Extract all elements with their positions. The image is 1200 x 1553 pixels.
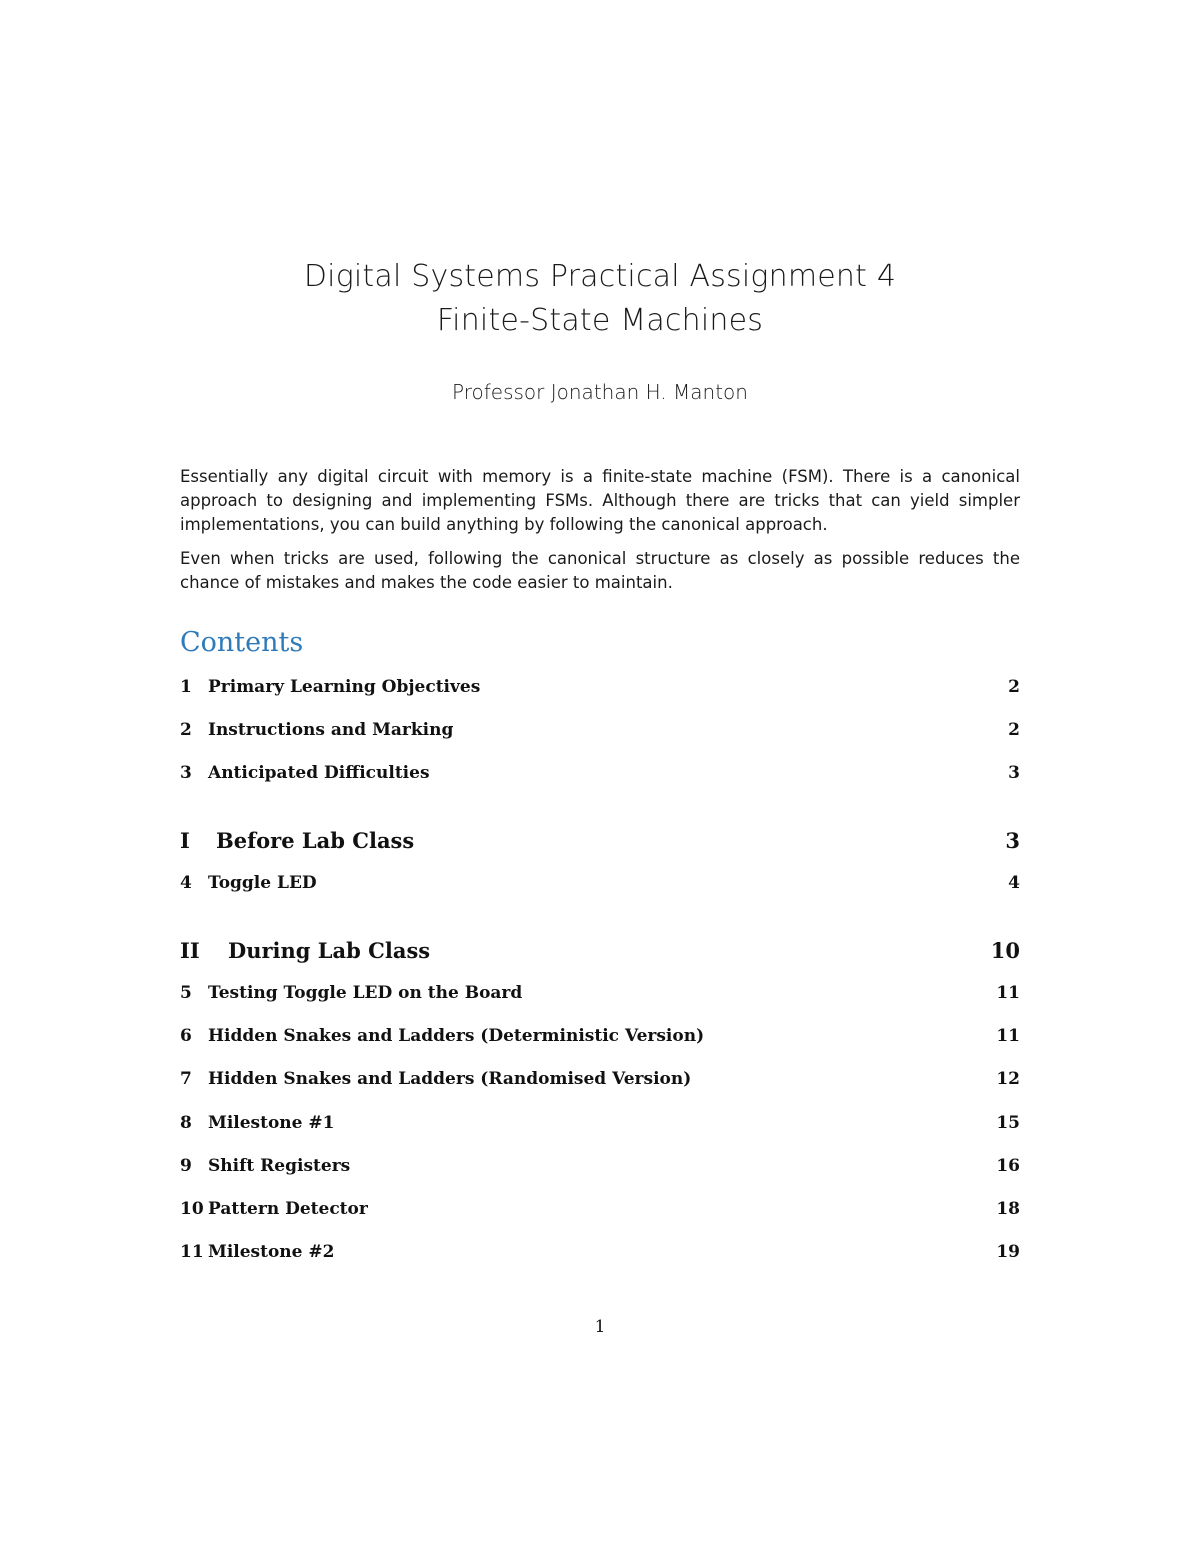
toc-entry-number: 2: [180, 720, 192, 740]
toc-part[interactable]: [180, 828, 1020, 858]
toc-entry-number: 3: [180, 763, 192, 783]
toc-entry-label: Hidden Snakes and Ladders (Randomised Version): [208, 1069, 692, 1089]
toc-entry-number: 11: [180, 1242, 204, 1262]
toc-entry[interactable]: [180, 1069, 1020, 1095]
toc-entry-page: 3: [1008, 763, 1020, 783]
toc-entry[interactable]: [180, 1242, 1020, 1268]
toc-entry-label: Hidden Snakes and Ladders (Deterministic Version): [208, 1026, 705, 1046]
toc-entry-label: Primary Learning Objectives: [208, 677, 481, 697]
toc-entry[interactable]: [180, 763, 1020, 789]
intro-paragraph: Essentially any digital circuit with memory is a finite-state machine (FSM). There is a canonical approach to designing and implementing FSMs. Although there are tricks that can yield simpler implementations, you can build anything by following the canonical approach.: [180, 467, 1020, 534]
toc-entry[interactable]: [180, 1156, 1020, 1182]
toc-entry-number: 1: [180, 677, 192, 697]
toc-entry[interactable]: [180, 873, 1020, 899]
toc-entry[interactable]: [180, 677, 1020, 703]
toc-entry[interactable]: [180, 983, 1020, 1009]
toc-entry-page: 11: [996, 1026, 1020, 1046]
toc-entry-label: Milestone #1: [208, 1113, 335, 1133]
toc-entry-number: 7: [180, 1069, 192, 1089]
toc-entry-label: Milestone #2: [208, 1242, 335, 1262]
toc-entry-page: 19: [996, 1242, 1020, 1262]
title-line-2: Finite-State Machines: [436, 303, 764, 338]
toc-entry-label: Anticipated Difficulties: [208, 763, 430, 783]
toc-part-page: 10: [990, 938, 1020, 963]
document-title: [0, 255, 1200, 343]
toc-entry-label: Toggle LED: [208, 873, 317, 893]
page-number: 1: [594, 1317, 606, 1337]
toc-entry-page: 15: [996, 1113, 1020, 1133]
toc-entry-page: 16: [996, 1156, 1020, 1176]
author-name: Professor Jonathan H. Manton: [452, 380, 748, 404]
toc-part-label: Before Lab Class: [216, 828, 415, 853]
toc-entry-number: 6: [180, 1026, 192, 1046]
intro-paragraph-2: Even when tricks are used, following the canonical structure as closely as possible reduces the chance of mistakes and makes the code easier to maintain.: [180, 549, 1020, 592]
toc-entry-page: 11: [996, 983, 1020, 1003]
toc-entry-page: 4: [1008, 873, 1020, 893]
toc-entry[interactable]: [180, 1199, 1020, 1225]
toc-entry-number: 9: [180, 1156, 192, 1176]
toc-entry-page: 12: [996, 1069, 1020, 1089]
toc-entry-label: Testing Toggle LED on the Board: [208, 983, 523, 1003]
toc-entry-page: 18: [996, 1199, 1020, 1219]
toc-entry[interactable]: [180, 1026, 1020, 1052]
toc-entry-label: Shift Registers: [208, 1156, 351, 1176]
toc-entry-label: Instructions and Marking: [208, 720, 454, 740]
toc-part-number: II: [180, 938, 200, 963]
toc-entry-number: 5: [180, 983, 192, 1003]
toc-entry-number: 4: [180, 873, 192, 893]
toc-part-number: I: [180, 828, 190, 853]
toc-entry-page: 2: [1008, 677, 1020, 697]
toc-entry-label: Pattern Detector: [208, 1199, 368, 1219]
contents-heading: Contents: [180, 627, 304, 658]
toc-part-page: 3: [1005, 828, 1020, 853]
title-line-1: Digital Systems Practical Assignment 4: [303, 259, 897, 294]
toc-part[interactable]: [180, 938, 1020, 968]
toc-part-label: During Lab Class: [228, 938, 431, 963]
toc-entry[interactable]: [180, 720, 1020, 746]
toc-entry[interactable]: [180, 1113, 1020, 1139]
toc-entry-number: 8: [180, 1113, 192, 1133]
toc-entry-number: 10: [180, 1199, 204, 1219]
toc-entry-page: 2: [1008, 720, 1020, 740]
